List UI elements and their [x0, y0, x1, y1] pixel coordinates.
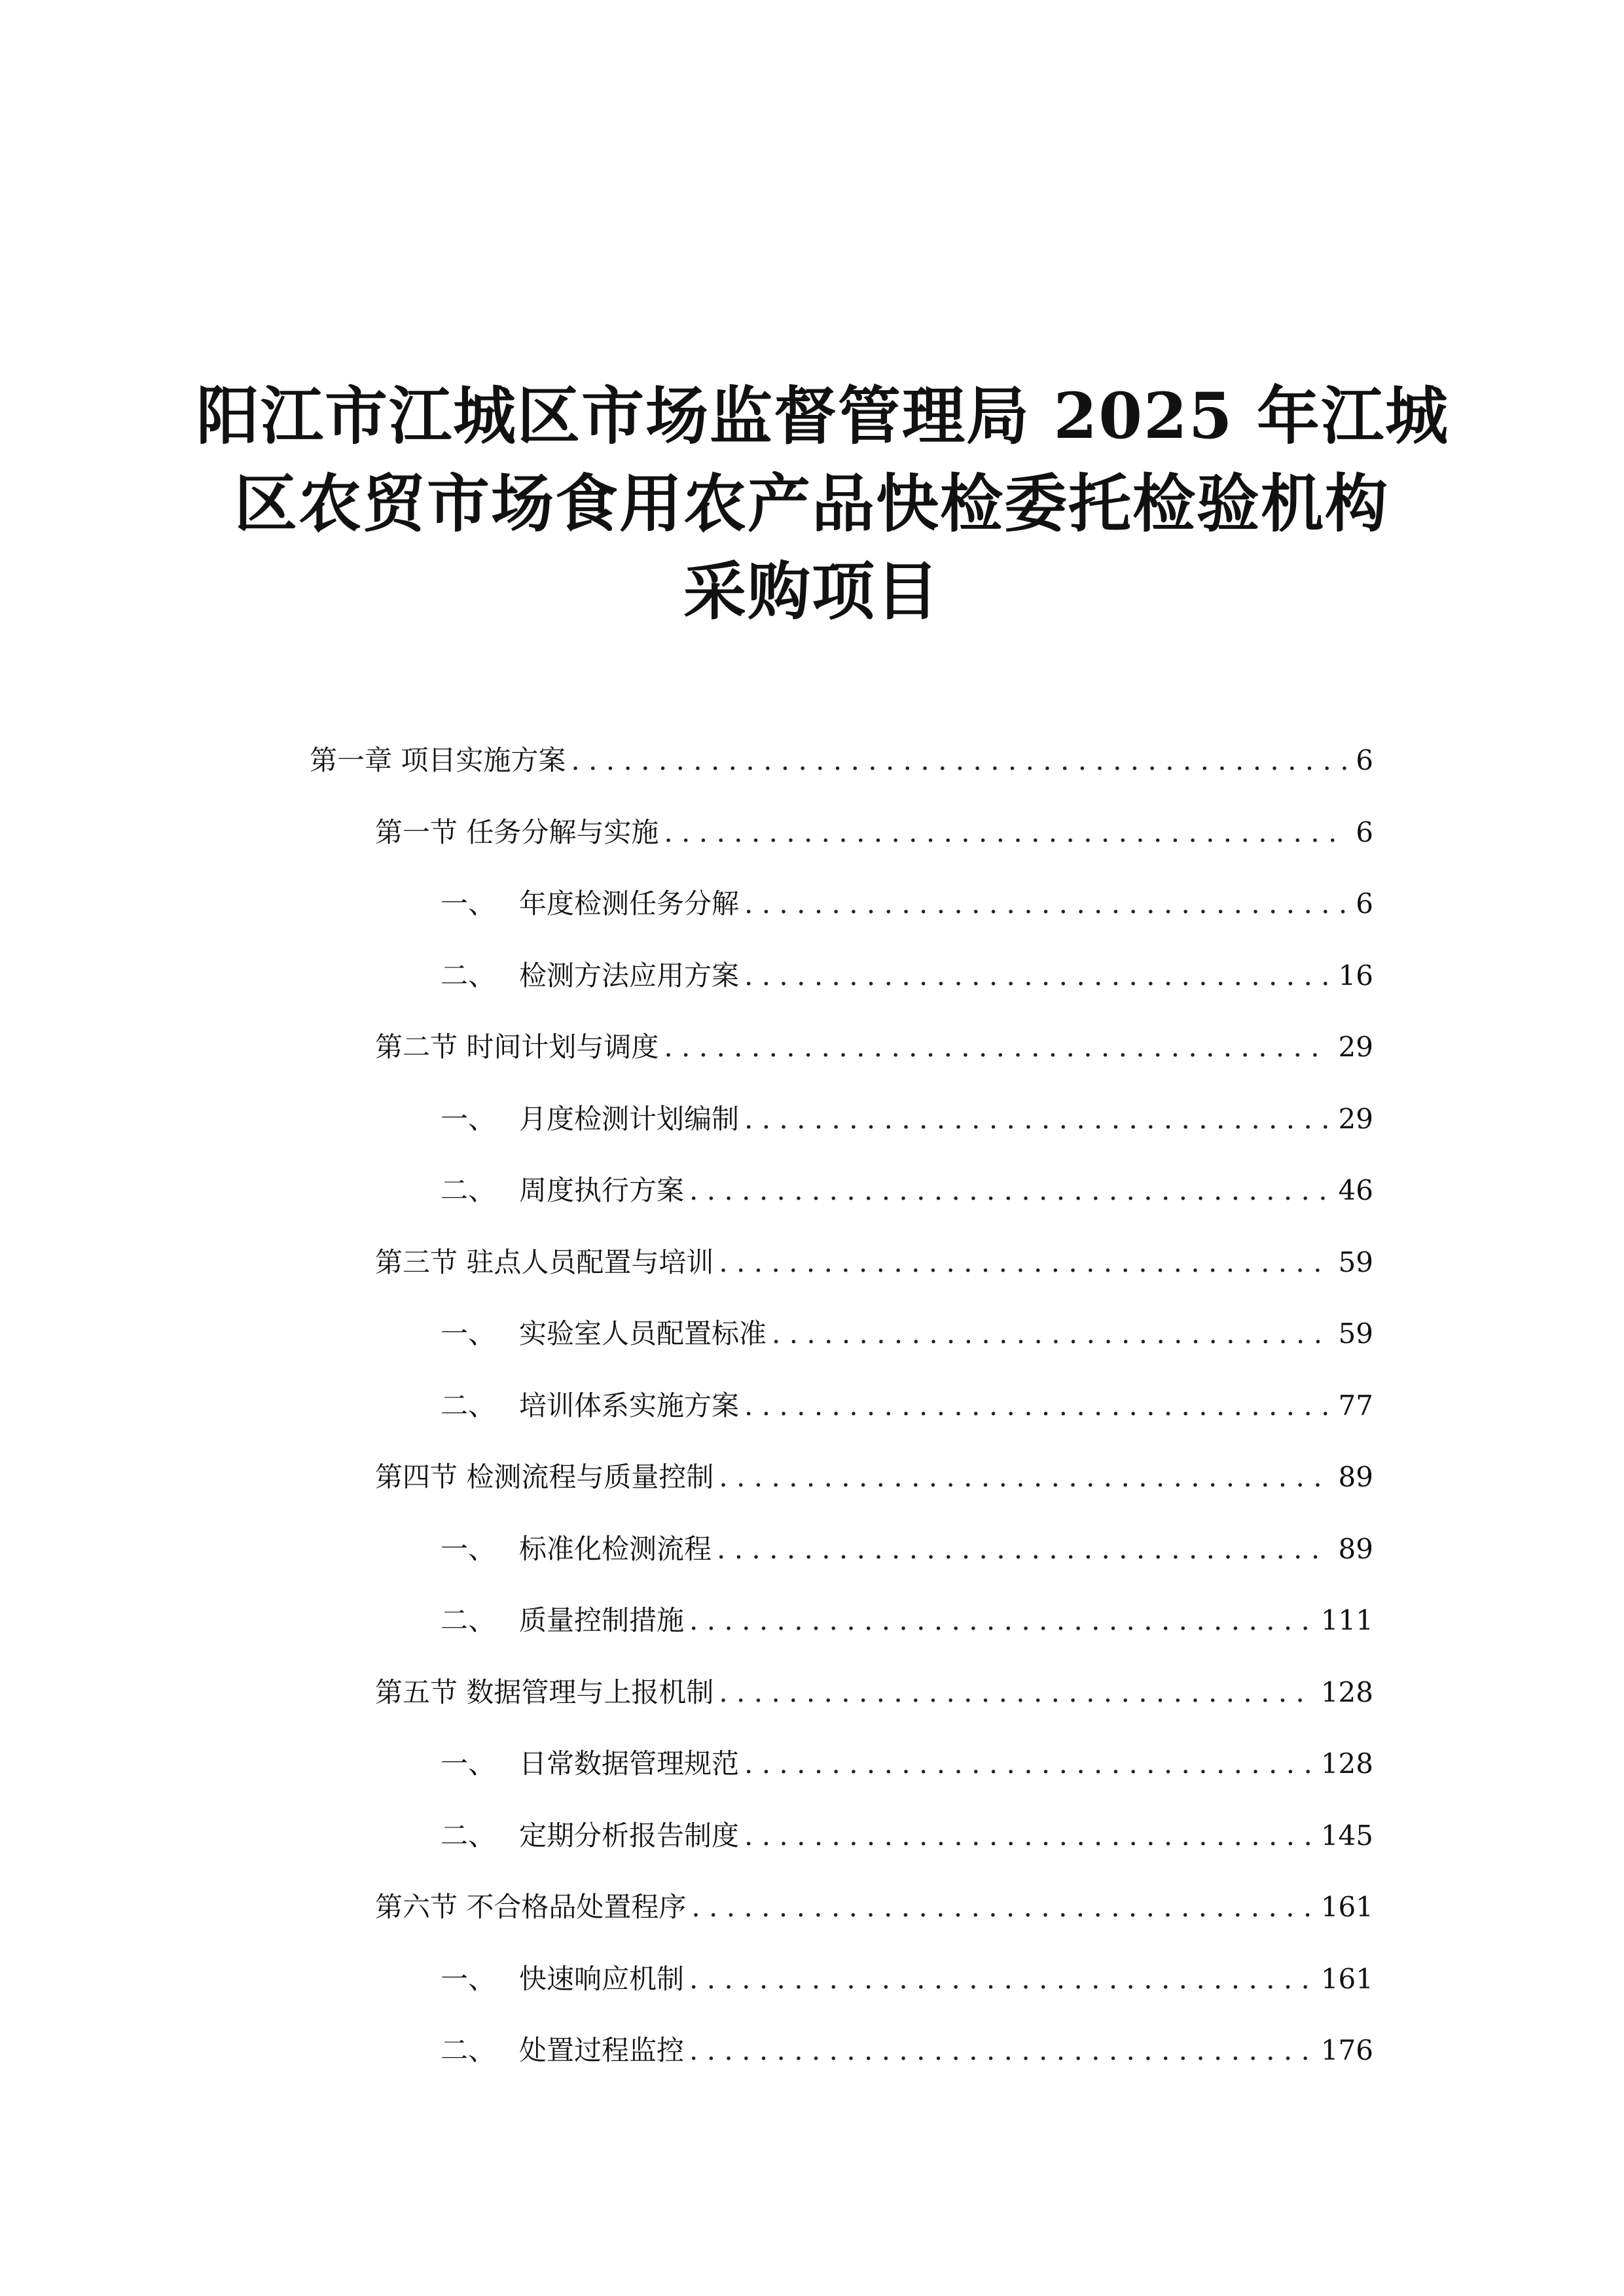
toc-page-number: 6 — [1356, 888, 1373, 920]
title-line-2: 区农贸市场食用农产品快检委托检验机构 — [234, 467, 1389, 541]
toc-page-number: 89 — [1338, 1532, 1373, 1565]
toc-entry-number: 一、 — [441, 888, 496, 920]
toc-entry[interactable] — [441, 1736, 1373, 1782]
toc-dot-leader — [744, 1388, 1329, 1424]
toc-entry-label — [441, 1602, 689, 1639]
toc-entry-number: 二、 — [441, 1389, 496, 1422]
toc-page-number: 145 — [1320, 1819, 1373, 1852]
toc-dot-leader — [664, 814, 1346, 851]
toc-entry[interactable] — [441, 1808, 1373, 1854]
toc-entry-label — [441, 1316, 772, 1352]
toc-entry-text: 月度检测计划编制 — [519, 1102, 740, 1135]
toc-entry-label — [441, 958, 744, 994]
toc-entry[interactable] — [441, 1593, 1373, 1639]
toc-entry-number: 一、 — [441, 1962, 496, 1995]
toc-dot-leader — [689, 1961, 1312, 1998]
toc-entry-label: 第一节 任务分解与实施 — [375, 816, 659, 848]
toc-entry-label: 第五节 数据管理与上报机制 — [375, 1676, 714, 1708]
toc-entry-text: 标准化检测流程 — [519, 1532, 712, 1565]
toc-page-number: 161 — [1320, 1962, 1373, 1995]
toc-entry-label — [441, 1172, 689, 1209]
toc-entry-label — [441, 1388, 744, 1424]
toc-entry-number: 二、 — [441, 1604, 496, 1636]
document-title — [196, 372, 1450, 636]
toc-page-number: 59 — [1338, 1246, 1373, 1278]
toc-dot-leader — [689, 2032, 1312, 2069]
title-line-1: 阳江市江城区市场监督管理局 2025 年江城 — [196, 379, 1450, 454]
toc-entry-text: 年度检测任务分解 — [519, 888, 740, 920]
toc-entry-number: 一、 — [441, 1318, 496, 1350]
toc-entry[interactable] — [375, 1235, 1373, 1281]
toc-entry-number: 二、 — [441, 959, 496, 992]
toc-page-number: 16 — [1338, 959, 1373, 992]
toc-page-number: 29 — [1338, 1102, 1373, 1135]
toc-entry-text: 定期分析报告制度 — [519, 1819, 740, 1852]
toc-dot-leader — [691, 1889, 1311, 1926]
toc-page-number: 161 — [1320, 1891, 1373, 1923]
toc-entry[interactable] — [375, 1665, 1373, 1711]
toc-dot-leader — [719, 1459, 1329, 1496]
toc-dot-leader — [772, 1316, 1329, 1352]
toc-dot-leader — [689, 1172, 1329, 1209]
toc-page-number: 111 — [1320, 1604, 1373, 1636]
toc-entry-number: 一、 — [441, 1102, 496, 1135]
toc-entry-number: 二、 — [441, 2034, 496, 2066]
toc-entry[interactable] — [375, 1020, 1373, 1066]
toc-entry-label — [441, 1531, 717, 1568]
toc-entry[interactable] — [375, 805, 1373, 851]
toc-dot-leader — [719, 1244, 1329, 1281]
toc-entry-text: 实验室人员配置标准 — [519, 1318, 767, 1350]
toc-page-number: 128 — [1320, 1748, 1373, 1780]
toc-page-number: 176 — [1320, 2034, 1373, 2066]
title-line-3: 采购项目 — [683, 554, 940, 629]
toc-entry[interactable] — [441, 948, 1373, 994]
toc-page-number: 59 — [1338, 1318, 1373, 1350]
toc-entry[interactable] — [441, 1522, 1373, 1568]
toc-entry[interactable] — [441, 1306, 1373, 1352]
toc-dot-leader — [717, 1531, 1329, 1568]
toc-entry[interactable] — [441, 1952, 1373, 1998]
toc-entry[interactable] — [375, 1450, 1373, 1496]
toc-entry-label: 第四节 检测流程与质量控制 — [375, 1461, 714, 1493]
toc-entry-label — [441, 1818, 744, 1854]
toc-dot-leader — [744, 1101, 1329, 1138]
toc-entry-text: 处置过程监控 — [519, 2034, 685, 2066]
toc-entry-label — [441, 886, 744, 922]
toc-entry-number: 一、 — [441, 1748, 496, 1780]
toc-page-number: 29 — [1338, 1031, 1373, 1063]
toc-page-number: 46 — [1338, 1174, 1373, 1206]
toc-entry[interactable] — [441, 1163, 1373, 1209]
toc-entry-label — [441, 1101, 744, 1138]
toc-entry[interactable] — [441, 2023, 1373, 2069]
toc-entry-text: 培训体系实施方案 — [519, 1389, 740, 1422]
toc-page-number: 6 — [1356, 816, 1373, 848]
toc-dot-leader — [689, 1602, 1312, 1639]
toc-entry-label: 第一章 项目实施方案 — [310, 744, 566, 776]
toc-entry-text: 周度执行方案 — [519, 1174, 685, 1206]
toc-entry-text: 日常数据管理规范 — [519, 1748, 740, 1780]
toc-entry[interactable] — [441, 1092, 1373, 1138]
toc-dot-leader — [744, 958, 1329, 994]
toc-entry-label — [441, 1746, 744, 1782]
toc-dot-leader — [719, 1674, 1311, 1711]
toc-entry-label: 第二节 时间计划与调度 — [375, 1031, 659, 1063]
toc-dot-leader — [744, 1746, 1312, 1782]
toc-entry-text: 质量控制措施 — [519, 1604, 685, 1636]
toc-entry-number: 一、 — [441, 1532, 496, 1565]
toc-entry-text: 检测方法应用方案 — [519, 959, 740, 992]
toc-entry-label — [441, 1961, 689, 1998]
toc-entry-label: 第六节 不合格品处置程序 — [375, 1891, 687, 1923]
toc-page-number: 77 — [1338, 1389, 1373, 1422]
toc-entry[interactable] — [310, 733, 1373, 779]
toc-entry-number: 二、 — [441, 1819, 496, 1852]
toc-page-number: 128 — [1320, 1676, 1373, 1708]
toc-page-number: 6 — [1356, 744, 1373, 776]
toc-entry-number: 二、 — [441, 1174, 496, 1206]
toc-dot-leader — [744, 886, 1346, 922]
toc-entry-label — [441, 2032, 689, 2069]
toc-entry[interactable] — [375, 1880, 1373, 1926]
toc-entry-label: 第三节 驻点人员配置与培训 — [375, 1246, 714, 1278]
toc-dot-leader — [571, 742, 1346, 779]
toc-dot-leader — [744, 1818, 1312, 1854]
toc-entry[interactable] — [441, 1378, 1373, 1424]
toc-entry-text: 快速响应机制 — [519, 1962, 685, 1995]
toc-dot-leader — [664, 1029, 1329, 1066]
toc-entry[interactable] — [441, 876, 1373, 922]
toc-page-number: 89 — [1338, 1461, 1373, 1493]
